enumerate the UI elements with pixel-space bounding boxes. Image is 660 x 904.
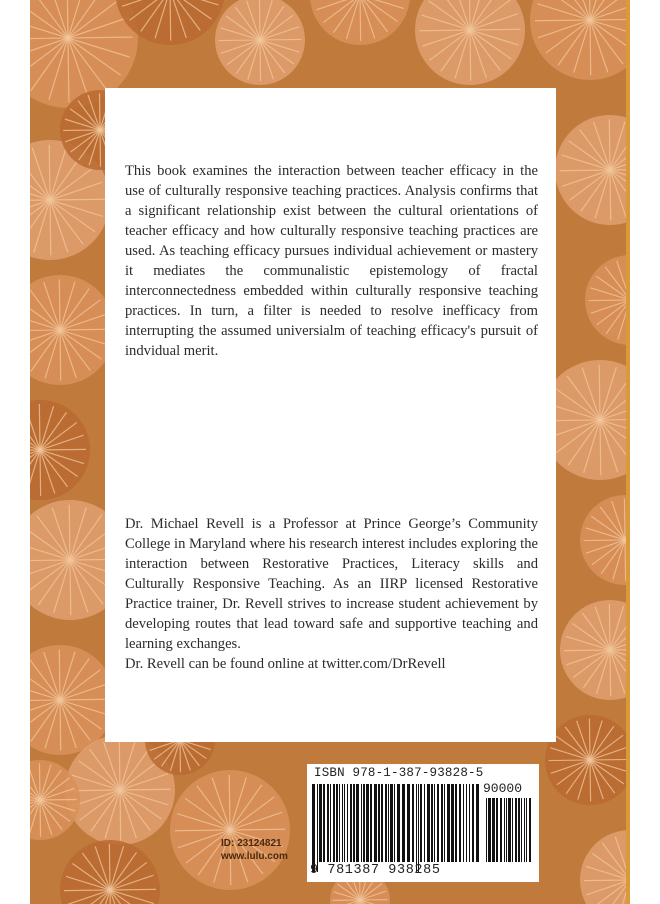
spine-edge	[626, 0, 630, 904]
author-bio-block	[125, 514, 538, 674]
isbn-barcode	[307, 764, 539, 882]
decorative-circle	[170, 770, 290, 890]
book-description: This book examines the interaction between teacher efficacy in the use of culturally responsive teaching practices. Analysis confirms that a significant relationship exist between the cultural orientations of teacher efficacy and how culturally responsive teaching practices are used. As teaching efficacy pursues individual achievement or mastery it mediates the communalistic epistemology of fractal interconnectedness embedded within culturally responsive teaching practices. In turn, a filter is needed to resolve inefficacy from interrupting the assumed universialm of teaching efficacy's pursuit of indvidual merit.	[125, 163, 538, 359]
isbn-label: ISBN 978-1-387-93828-5	[314, 766, 484, 780]
ean-digits: 9 781387 938285	[310, 863, 441, 878]
publisher-id: ID: 23124821	[221, 838, 282, 849]
addon-bars	[485, 798, 535, 872]
author-bio: Dr. Michael Revell is a Professor at Prince George’s Community College in Maryland where his research interest includes exploring the interaction between Restorative Practices, Literacy skills and Culturally Responsive Teaching. As an IIRP licensed Restorative Practice trainer, Dr. Revell strives to increase student achievement by developing routes that lead toward safe and supportive teaching and learning exchanges.	[125, 516, 538, 652]
text-panel	[105, 88, 556, 742]
ean-bars	[311, 784, 481, 872]
author-online: Dr. Revell can be found online at twitter.com/DrRevell	[125, 656, 446, 672]
publisher-url: www.lulu.com	[221, 851, 288, 862]
price-code: 90000	[483, 781, 523, 796]
